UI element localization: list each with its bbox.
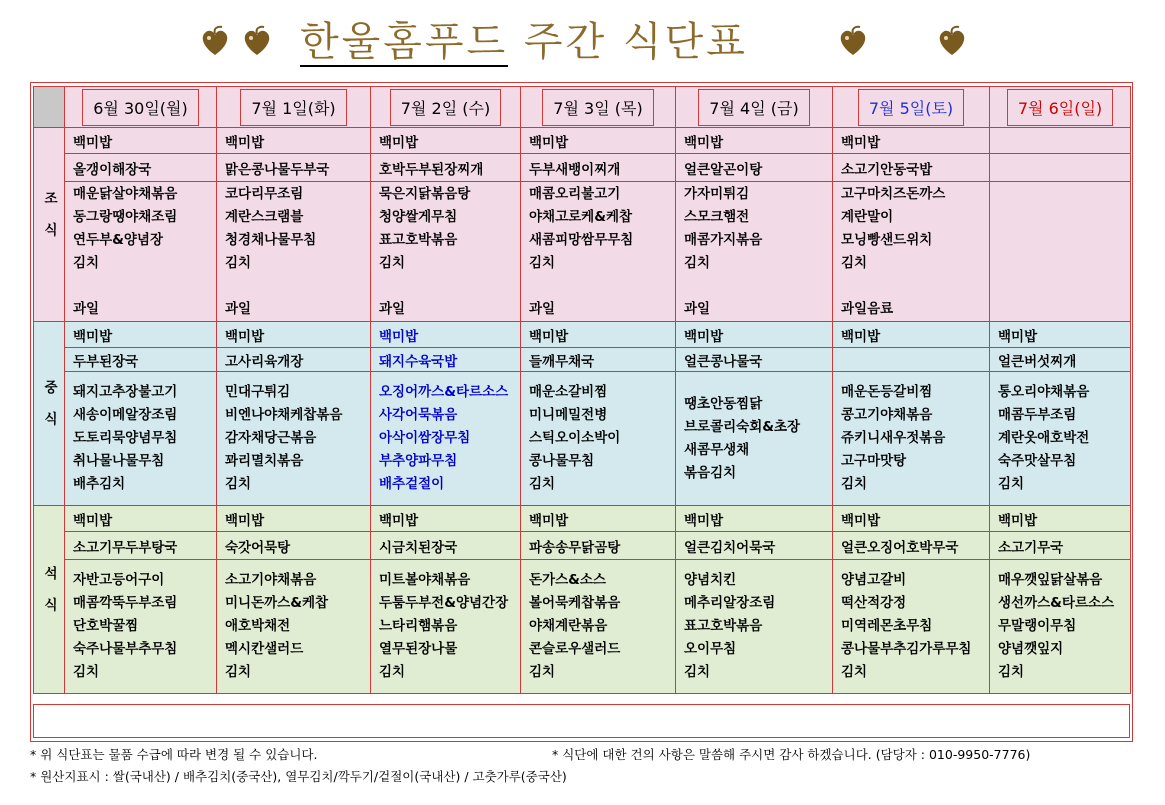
sides-cell — [833, 182, 990, 322]
sides-cell — [65, 372, 217, 506]
menu-item: 브로콜리숙회&초장 — [684, 418, 801, 435]
menu-cell: 백미밥 — [521, 506, 676, 532]
menu-item: 매콤가지볶음 — [684, 231, 763, 248]
menu-cell: 두부된장국 — [65, 348, 217, 372]
menu-cell: 두부새뱅이찌개 — [521, 154, 676, 182]
sides-cell — [990, 560, 1131, 694]
menu-item: 멕시칸샐러드 — [225, 641, 304, 657]
menu-item — [684, 275, 832, 298]
menu-cell — [990, 128, 1131, 154]
menu-item: 김치 — [225, 664, 252, 680]
menu-item: 볶음김치 — [684, 464, 737, 481]
sides-cell — [833, 372, 990, 506]
menu-item: 김치 — [684, 254, 711, 271]
menu-item: 양념고갈비 — [841, 572, 907, 588]
menu-cell: 소고기무두부탕국 — [65, 532, 217, 560]
menu-item: 김치 — [379, 664, 406, 680]
menu-cell — [990, 154, 1131, 182]
menu-item: 양념깻잎지 — [998, 641, 1064, 657]
menu-item: 매콤두부조림 — [998, 407, 1077, 423]
page-title: 한울홈푸드 주간 식단표 — [300, 19, 748, 65]
menu-item: 고구마맛탕 — [841, 453, 907, 469]
heart-ornament-icon — [935, 24, 969, 58]
menu-item: 땡초안동찜닭 — [684, 395, 763, 412]
menu-item: 과일 — [225, 300, 252, 317]
menu-item: 연두부&양념장 — [73, 231, 164, 248]
menu-item: 야채고로케&케찹 — [529, 208, 633, 225]
menu-cell: 백미밥 — [217, 128, 371, 154]
menu-item: 김치 — [684, 664, 711, 680]
menu-item: 숙주맛살무침 — [998, 453, 1077, 469]
menu-item: 비엔나야채케찹볶음 — [225, 407, 343, 423]
sides-cell — [217, 372, 371, 506]
menu-cell: 백미밥 — [65, 322, 217, 348]
menu-item: 오이무침 — [684, 641, 737, 657]
menu-cell: 백미밥 — [833, 128, 990, 154]
menu-item: 민대구튀김 — [225, 384, 291, 400]
menu-cell: 백미밥 — [65, 128, 217, 154]
menu-item: 묵은지닭볶음탕 — [379, 185, 471, 202]
menu-item: 새콤무생채 — [684, 441, 750, 458]
menu-cell: 얼큰오징어호박무국 — [833, 532, 990, 560]
day-header-row — [34, 87, 1131, 128]
menu-item: 김치 — [841, 664, 868, 680]
menu-item: 느타리햄볶음 — [379, 618, 458, 634]
menu-item: 단호박꿀찜 — [73, 618, 139, 634]
menu-item: 매우깻잎닭살볶음 — [998, 572, 1103, 588]
menu-item: 부추양파무침 — [379, 453, 458, 469]
menu-item: 오징어까스&타르소스 — [379, 384, 509, 400]
menu-cell: 백미밥 — [833, 322, 990, 348]
menu-item: 표고호박볶음 — [684, 618, 763, 634]
menu-item: 콩나물부추김가루무침 — [841, 641, 972, 657]
sides-cell — [676, 560, 833, 694]
menu-item: 돈가스&소스 — [529, 572, 606, 588]
menu-cell: 파송송무닭곰탕 — [521, 532, 676, 560]
sides-cell — [521, 372, 676, 506]
sides-cell — [676, 372, 833, 506]
menu-item: 매운소갈비찜 — [529, 384, 608, 400]
menu-cell: 백미밥 — [676, 506, 833, 532]
menu-item — [73, 275, 216, 298]
menu-item: 과일 — [73, 300, 100, 317]
menu-item: 스모크햄전 — [684, 208, 750, 225]
menu-item: 매콤깍뚝두부조림 — [73, 595, 178, 611]
menu-table — [33, 86, 1131, 694]
menu-item: 스틱오이소박이 — [529, 430, 621, 446]
menu-item: 매운돈등갈비찜 — [841, 384, 933, 400]
meal-label-dinner — [34, 506, 65, 694]
menu-item: 소고기야채볶음 — [225, 572, 317, 588]
sides-cell — [371, 182, 521, 322]
menu-item: 모닝빵샌드위치 — [841, 231, 933, 248]
menu-item: 취나물나물무침 — [73, 453, 165, 469]
menu-item: 사각어묵볶음 — [379, 407, 458, 423]
sides-cell — [217, 560, 371, 694]
sides-cell — [371, 372, 521, 506]
notes-box — [33, 704, 1130, 738]
menu-cell: 얼큰콩나물국 — [676, 348, 833, 372]
menu-item: 김치 — [73, 664, 100, 680]
menu-cell: 얼큰알곤이탕 — [676, 154, 833, 182]
menu-item: 김치 — [529, 476, 556, 492]
menu-item: 배추김치 — [73, 476, 126, 492]
footnote-contact: * 식단에 대한 건의 사항은 말씀해 주시면 감사 하겠습니다. (담당자 : 010-9950-7776) — [552, 747, 1031, 762]
sides-cell — [371, 560, 521, 694]
menu-item: 볼어묵케찹볶음 — [529, 595, 621, 611]
menu-cell: 백미밥 — [371, 322, 521, 348]
menu-cell: 얼큰버섯찌개 — [990, 348, 1131, 372]
menu-item: 가자미튀김 — [684, 185, 750, 202]
menu-cell: 백미밥 — [990, 322, 1131, 348]
footnote-origin: * 원산지표시 : 쌀(국내산) / 배추김치(중국산), 열무김치/깍두기/겉절이(국내산) / 고춧가루(중국산) — [30, 769, 567, 784]
menu-cell: 백미밥 — [833, 506, 990, 532]
menu-item — [529, 275, 675, 298]
menu-item: 양념치킨 — [684, 572, 737, 588]
menu-item: 김치 — [841, 476, 868, 492]
menu-cell: 얼큰김치어묵국 — [676, 532, 833, 560]
menu-item: 쥬키니새우젓볶음 — [841, 430, 946, 446]
breakfast-soup-row — [34, 154, 1131, 182]
footnote-change: * 위 식단표는 물품 수급에 따라 변경 될 수 있습니다. — [30, 747, 318, 762]
menu-cell: 백미밥 — [217, 322, 371, 348]
menu-cell: 백미밥 — [371, 128, 521, 154]
menu-item: 계란스크램블 — [225, 208, 304, 225]
menu-item — [225, 275, 370, 298]
sides-cell — [65, 560, 217, 694]
menu-item: 김치 — [529, 254, 556, 271]
menu-item: 김치 — [529, 664, 556, 680]
menu-cell: 맑은콩나물두부국 — [217, 154, 371, 182]
dinner-rice-row — [34, 506, 1131, 532]
meal-label-breakfast — [34, 128, 65, 322]
day-header-sunday: 7월 6일(일) — [990, 87, 1131, 128]
menu-item: 과일 — [529, 300, 556, 317]
sides-cell — [833, 560, 990, 694]
day-header: 7월 1일(화) — [217, 87, 371, 128]
menu-item: 두툼두부전&양념간장 — [379, 595, 509, 611]
menu-item: 통오리야채볶음 — [998, 384, 1090, 400]
menu-item: 청양쌀게무침 — [379, 208, 458, 225]
menu-cell: 소고기무국 — [990, 532, 1131, 560]
menu-item: 배추겉절이 — [379, 476, 445, 492]
menu-item: 자반고등어구이 — [73, 572, 165, 588]
menu-cell: 시금치된장국 — [371, 532, 521, 560]
menu-item: 야채계란볶음 — [529, 618, 608, 634]
menu-cell: 백미밥 — [676, 322, 833, 348]
lunch-sides-row — [34, 372, 1131, 506]
menu-item — [379, 275, 520, 298]
menu-cell: 백미밥 — [521, 128, 676, 154]
menu-item: 생선까스&타르소스 — [998, 595, 1115, 611]
meal-label-text: 석식 — [41, 566, 57, 629]
corner-cell — [34, 87, 65, 128]
menu-item: 김치 — [73, 254, 100, 271]
day-header: 7월 4일 (금) — [676, 87, 833, 128]
day-header: 7월 3일 (목) — [521, 87, 676, 128]
menu-item: 미니메밀전병 — [529, 407, 608, 423]
menu-item: 애호박채전 — [225, 618, 291, 634]
menu-cell: 들깨무채국 — [521, 348, 676, 372]
menu-item: 미니돈까스&케찹 — [225, 595, 329, 611]
breakfast-rice-row — [34, 128, 1131, 154]
menu-cell: 소고기안동국밥 — [833, 154, 990, 182]
menu-item: 김치 — [225, 476, 252, 492]
menu-item: 김치 — [998, 664, 1025, 680]
sides-cell — [990, 372, 1131, 506]
menu-cell — [833, 348, 990, 372]
menu-item: 미트볼야채볶음 — [379, 572, 471, 588]
day-header: 7월 2일 (수) — [371, 87, 521, 128]
menu-item: 도토리묵양념무침 — [73, 430, 178, 446]
menu-item: 미역레몬초무침 — [841, 618, 933, 634]
day-header: 6월 30일(월) — [65, 87, 217, 128]
lunch-soup-row — [34, 348, 1131, 372]
sides-cell — [990, 182, 1131, 322]
heart-ornament-icon — [198, 24, 232, 58]
meal-label-text: 중식 — [41, 380, 57, 443]
breakfast-sides-row — [34, 182, 1131, 322]
menu-item: 새콤피망쌈무무침 — [529, 231, 634, 248]
dinner-soup-row — [34, 532, 1131, 560]
menu-item: 과일음료 — [841, 300, 894, 317]
menu-cell: 백미밥 — [676, 128, 833, 154]
menu-item: 김치 — [379, 254, 406, 271]
sides-cell — [217, 182, 371, 322]
menu-cell: 백미밥 — [217, 506, 371, 532]
menu-item: 청경채나물무침 — [225, 231, 317, 248]
menu-item: 콩고기야채볶음 — [841, 407, 933, 423]
lunch-rice-row — [34, 322, 1131, 348]
sides-cell — [521, 182, 676, 322]
menu-item: 메추리알장조림 — [684, 595, 776, 611]
menu-item: 무말랭이무침 — [998, 618, 1077, 634]
sides-cell — [65, 182, 217, 322]
menu-item: 콘슬로우샐러드 — [529, 641, 621, 657]
menu-item — [841, 275, 989, 298]
menu-item: 표고호박볶음 — [379, 231, 458, 248]
menu-cell: 호박두부된장찌개 — [371, 154, 521, 182]
menu-item: 숙주나물부추무침 — [73, 641, 178, 657]
menu-item: 코다리무조림 — [225, 185, 304, 202]
menu-item: 과일 — [379, 300, 406, 317]
menu-item: 고구마치즈돈까스 — [841, 185, 946, 202]
heart-ornament-icon — [240, 24, 274, 58]
menu-item: 김치 — [225, 254, 252, 271]
menu-item: 매콤오리불고기 — [529, 185, 621, 202]
menu-cell: 백미밥 — [371, 506, 521, 532]
menu-item: 계란옷애호박전 — [998, 430, 1090, 446]
menu-cell: 돼지수육국밥 — [371, 348, 521, 372]
menu-cell: 숙갓어묵탕 — [217, 532, 371, 560]
menu-item: 새송이메알장조림 — [73, 407, 178, 423]
menu-cell: 백미밥 — [65, 506, 217, 532]
menu-item: 과일 — [684, 300, 711, 317]
menu-item: 돼지고추장불고기 — [73, 384, 178, 400]
menu-item: 김치 — [998, 476, 1025, 492]
menu-item: 열무된장나물 — [379, 641, 458, 657]
menu-item: 콩나물무침 — [529, 453, 595, 469]
menu-item: 감자채당근볶음 — [225, 430, 317, 446]
menu-item: 아삭이쌈장무침 — [379, 430, 471, 446]
menu-item: 매운닭살야채볶음 — [73, 185, 178, 202]
menu-cell: 백미밥 — [521, 322, 676, 348]
meal-label-text: 조식 — [41, 191, 57, 254]
dinner-sides-row — [34, 560, 1131, 694]
day-header-saturday: 7월 5일(토) — [833, 87, 990, 128]
meal-label-lunch — [34, 322, 65, 506]
menu-item: 김치 — [841, 254, 868, 271]
menu-cell: 올갱이해장국 — [65, 154, 217, 182]
menu-item: 계란말이 — [841, 208, 894, 225]
sides-cell — [676, 182, 833, 322]
heart-ornament-icon — [836, 24, 870, 58]
menu-item: 꽈리멸치볶음 — [225, 453, 304, 469]
menu-item: 떡산적강정 — [841, 595, 907, 611]
menu-item: 동그랑땡야채조림 — [73, 208, 178, 225]
title-row — [0, 10, 1165, 72]
sides-cell — [521, 560, 676, 694]
menu-cell: 고사리육개장 — [217, 348, 371, 372]
menu-cell: 백미밥 — [990, 506, 1131, 532]
